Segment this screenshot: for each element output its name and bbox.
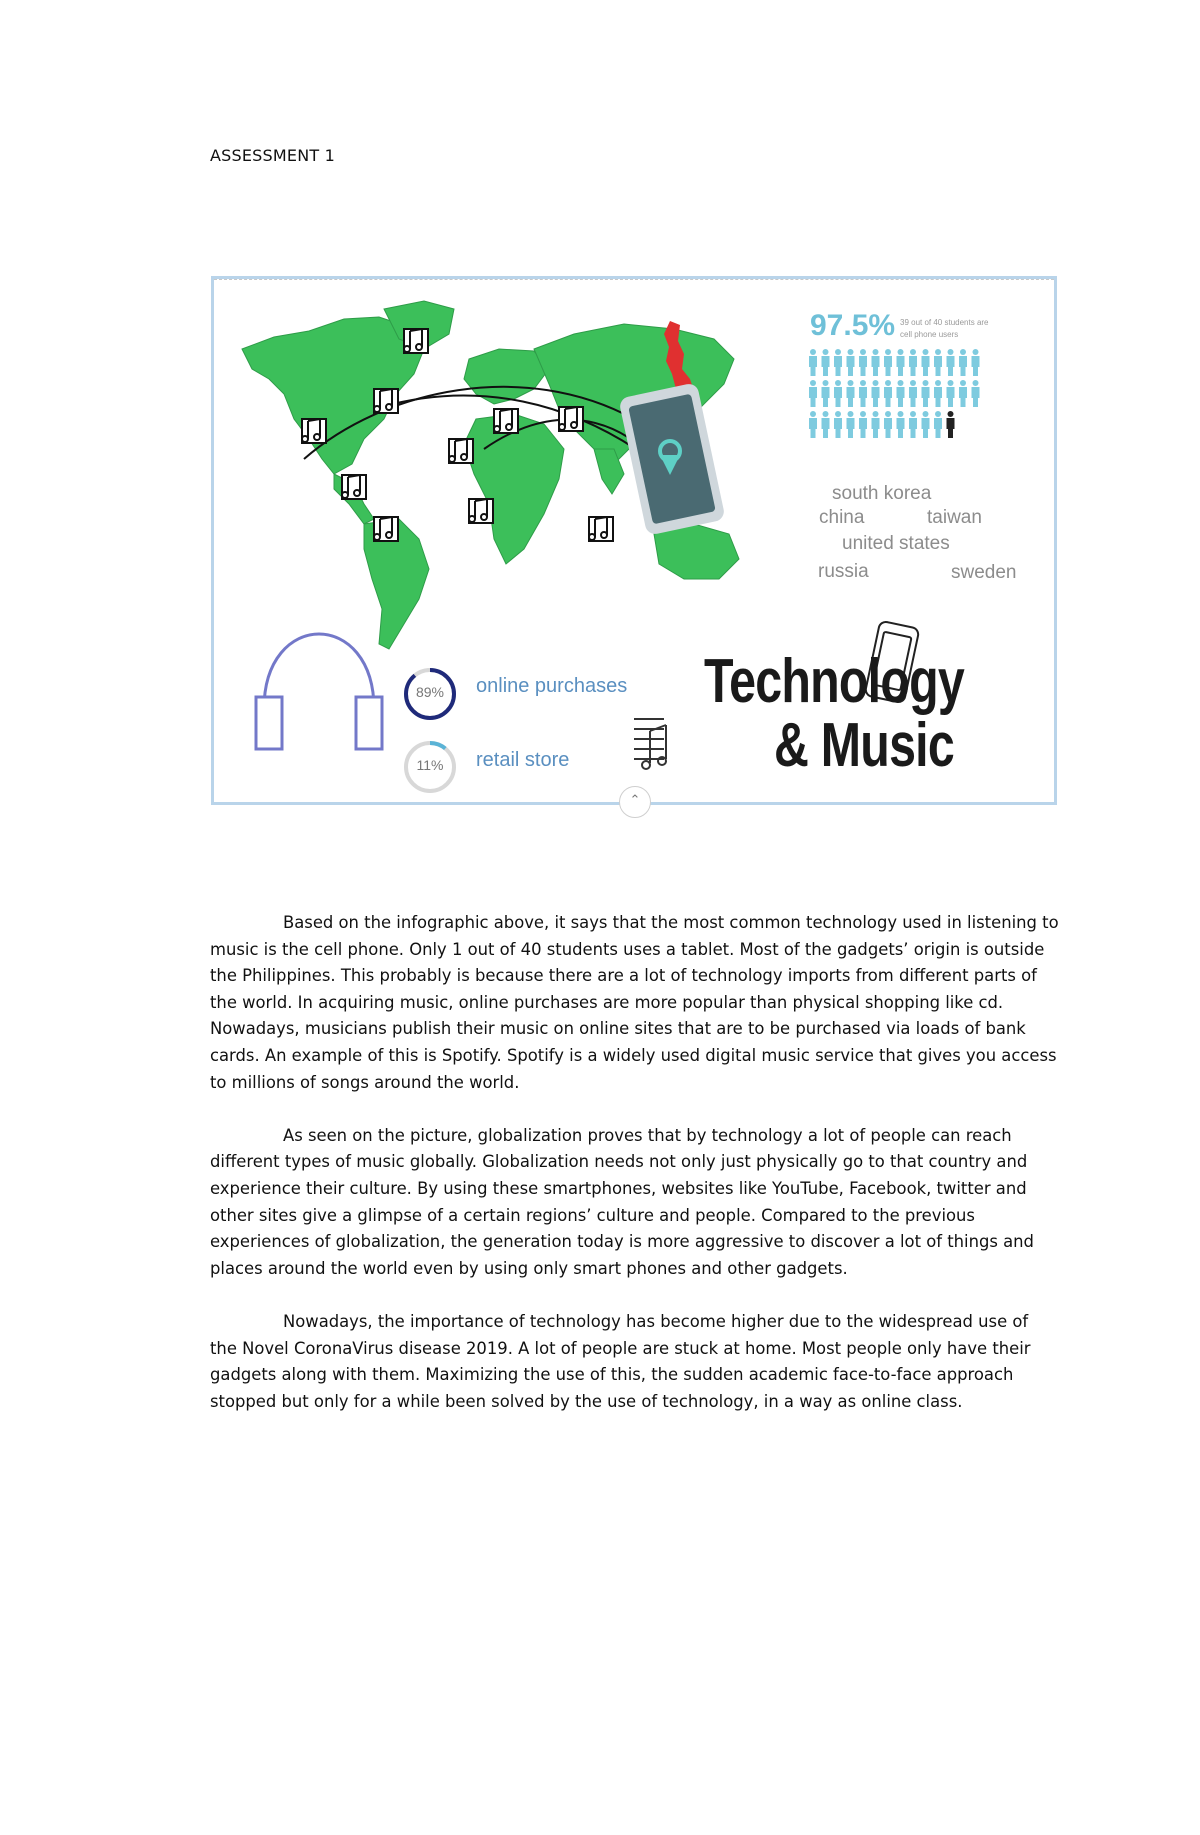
paragraph-3: Nowadays, the importance of technology has become higher due to the widespread use of the Novel CoronaVirus disease 2019. A lot of people are stuck at home. Most people only have their gadgets along with them. Maximizing the use of this, the sudden academic face-to-face approach stopped but only for a while been solved by the use of technology, in a way as online class. (210, 1311, 1031, 1411)
music-note-icon (559, 407, 583, 431)
music-note-icon (589, 517, 613, 541)
online-purchases-label: online purchases (476, 675, 628, 697)
student-person-icon (809, 349, 817, 376)
music-note-icon (374, 517, 398, 541)
music-note-icon (374, 389, 398, 413)
music-note-icon (494, 409, 518, 433)
africa-shape (464, 414, 564, 564)
student-person-icon (909, 349, 917, 376)
infographic-title-line1: Technology (704, 647, 964, 716)
music-note-icon (404, 329, 428, 353)
headphones-icon (256, 634, 382, 749)
music-note-icon (449, 439, 473, 463)
student-person-icon (947, 349, 955, 376)
student-person-icon (884, 411, 892, 438)
student-person-icon (972, 380, 980, 407)
origin-china: china (819, 507, 865, 528)
phone-location-icon (618, 382, 725, 536)
student-person-icon (897, 349, 905, 376)
student-person-icon (922, 380, 930, 407)
student-person-icon (897, 411, 905, 438)
origin-sweden: sweden (951, 562, 1017, 583)
student-person-icon (809, 380, 817, 407)
student-person-icon (822, 349, 830, 376)
student-person-icon (884, 380, 892, 407)
image-scroll-handle[interactable]: ⌃ (619, 786, 651, 818)
student-person-icon (872, 411, 880, 438)
student-person-icon (834, 380, 842, 407)
music-note-icon (342, 475, 366, 499)
student-person-icon (834, 411, 842, 438)
student-person-icon (859, 380, 867, 407)
student-person-icon (947, 380, 955, 407)
music-note-icon (302, 419, 326, 443)
student-person-icon (859, 411, 867, 438)
student-person-icon (884, 349, 892, 376)
infographic-title-line2: & Music (774, 711, 954, 780)
assessment-body (210, 910, 1060, 1442)
student-person-icon (822, 380, 830, 407)
sheet-music-icon (634, 719, 666, 769)
phone-user-note: 39 out of 40 students are cell phone users (900, 318, 989, 339)
student-person-icon (934, 411, 942, 438)
student-person-icon (847, 349, 855, 376)
technology-music-infographic (211, 276, 1057, 805)
online-percent-label: 89% (415, 684, 445, 700)
retail-percent-label: 11% (416, 757, 444, 773)
student-person-icon (909, 380, 917, 407)
australia-shape (654, 524, 739, 579)
retail-store-label: retail store (476, 749, 570, 771)
student-person-icon (909, 411, 917, 438)
student-person-icon (934, 349, 942, 376)
document-heading: ASSESSMENT 1 (210, 146, 336, 165)
student-person-icon (872, 349, 880, 376)
student-person-icon (897, 380, 905, 407)
paragraph-2: As seen on the picture, globalization proves that by technology a lot of people can reach different types of music globally. Globalization needs not only just physically go to that country and experience their culture. By using these smartphones, websites like YouTube, Facebook, twitter and other sites give a glimpse of a certain regions’ culture and people. Compared to the previous experiences of globalization, the generation today is more aggressive to discover a lot of things and places around the world even by using only smart phones and other gadgets. (210, 1125, 1034, 1278)
student-person-icon (834, 349, 842, 376)
music-note-icon (469, 499, 493, 523)
student-person-icon (922, 411, 930, 438)
origin-taiwan: taiwan (927, 507, 982, 528)
student-person-icon (972, 349, 980, 376)
origin-united-states: united states (842, 533, 950, 554)
student-person-icon (934, 380, 942, 407)
student-person-icon (847, 380, 855, 407)
student-person-icon (822, 411, 830, 438)
origin-south-korea: south korea (832, 483, 932, 504)
student-icon-grid (808, 349, 1008, 445)
student-person-icon (847, 411, 855, 438)
origin-russia: russia (818, 561, 869, 582)
student-person-icon (947, 411, 955, 438)
student-person-icon (859, 349, 867, 376)
student-person-icon (959, 349, 967, 376)
student-person-icon (922, 349, 930, 376)
phone-user-percent: 97.5% (810, 309, 896, 342)
paragraph-1: Based on the infographic above, it says that the most common technology used in listening to music is the cell phone. Only 1 out of 40 students uses a tablet. Most of the gadgets’ origin is outside the Philippines. This probably is because there are a lot of technology imports from different parts of the world. In acquiring music, online purchases are more popular than physical shopping like cd. Nowadays, musicians publish their music on online sites that are to be purchased via loads of bank cards. An example of this is Spotify. Spotify is a widely used digital music service that gives you access to millions of songs around the world. (210, 913, 1059, 1092)
student-person-icon (809, 411, 817, 438)
student-person-icon (872, 380, 880, 407)
student-person-icon (959, 380, 967, 407)
